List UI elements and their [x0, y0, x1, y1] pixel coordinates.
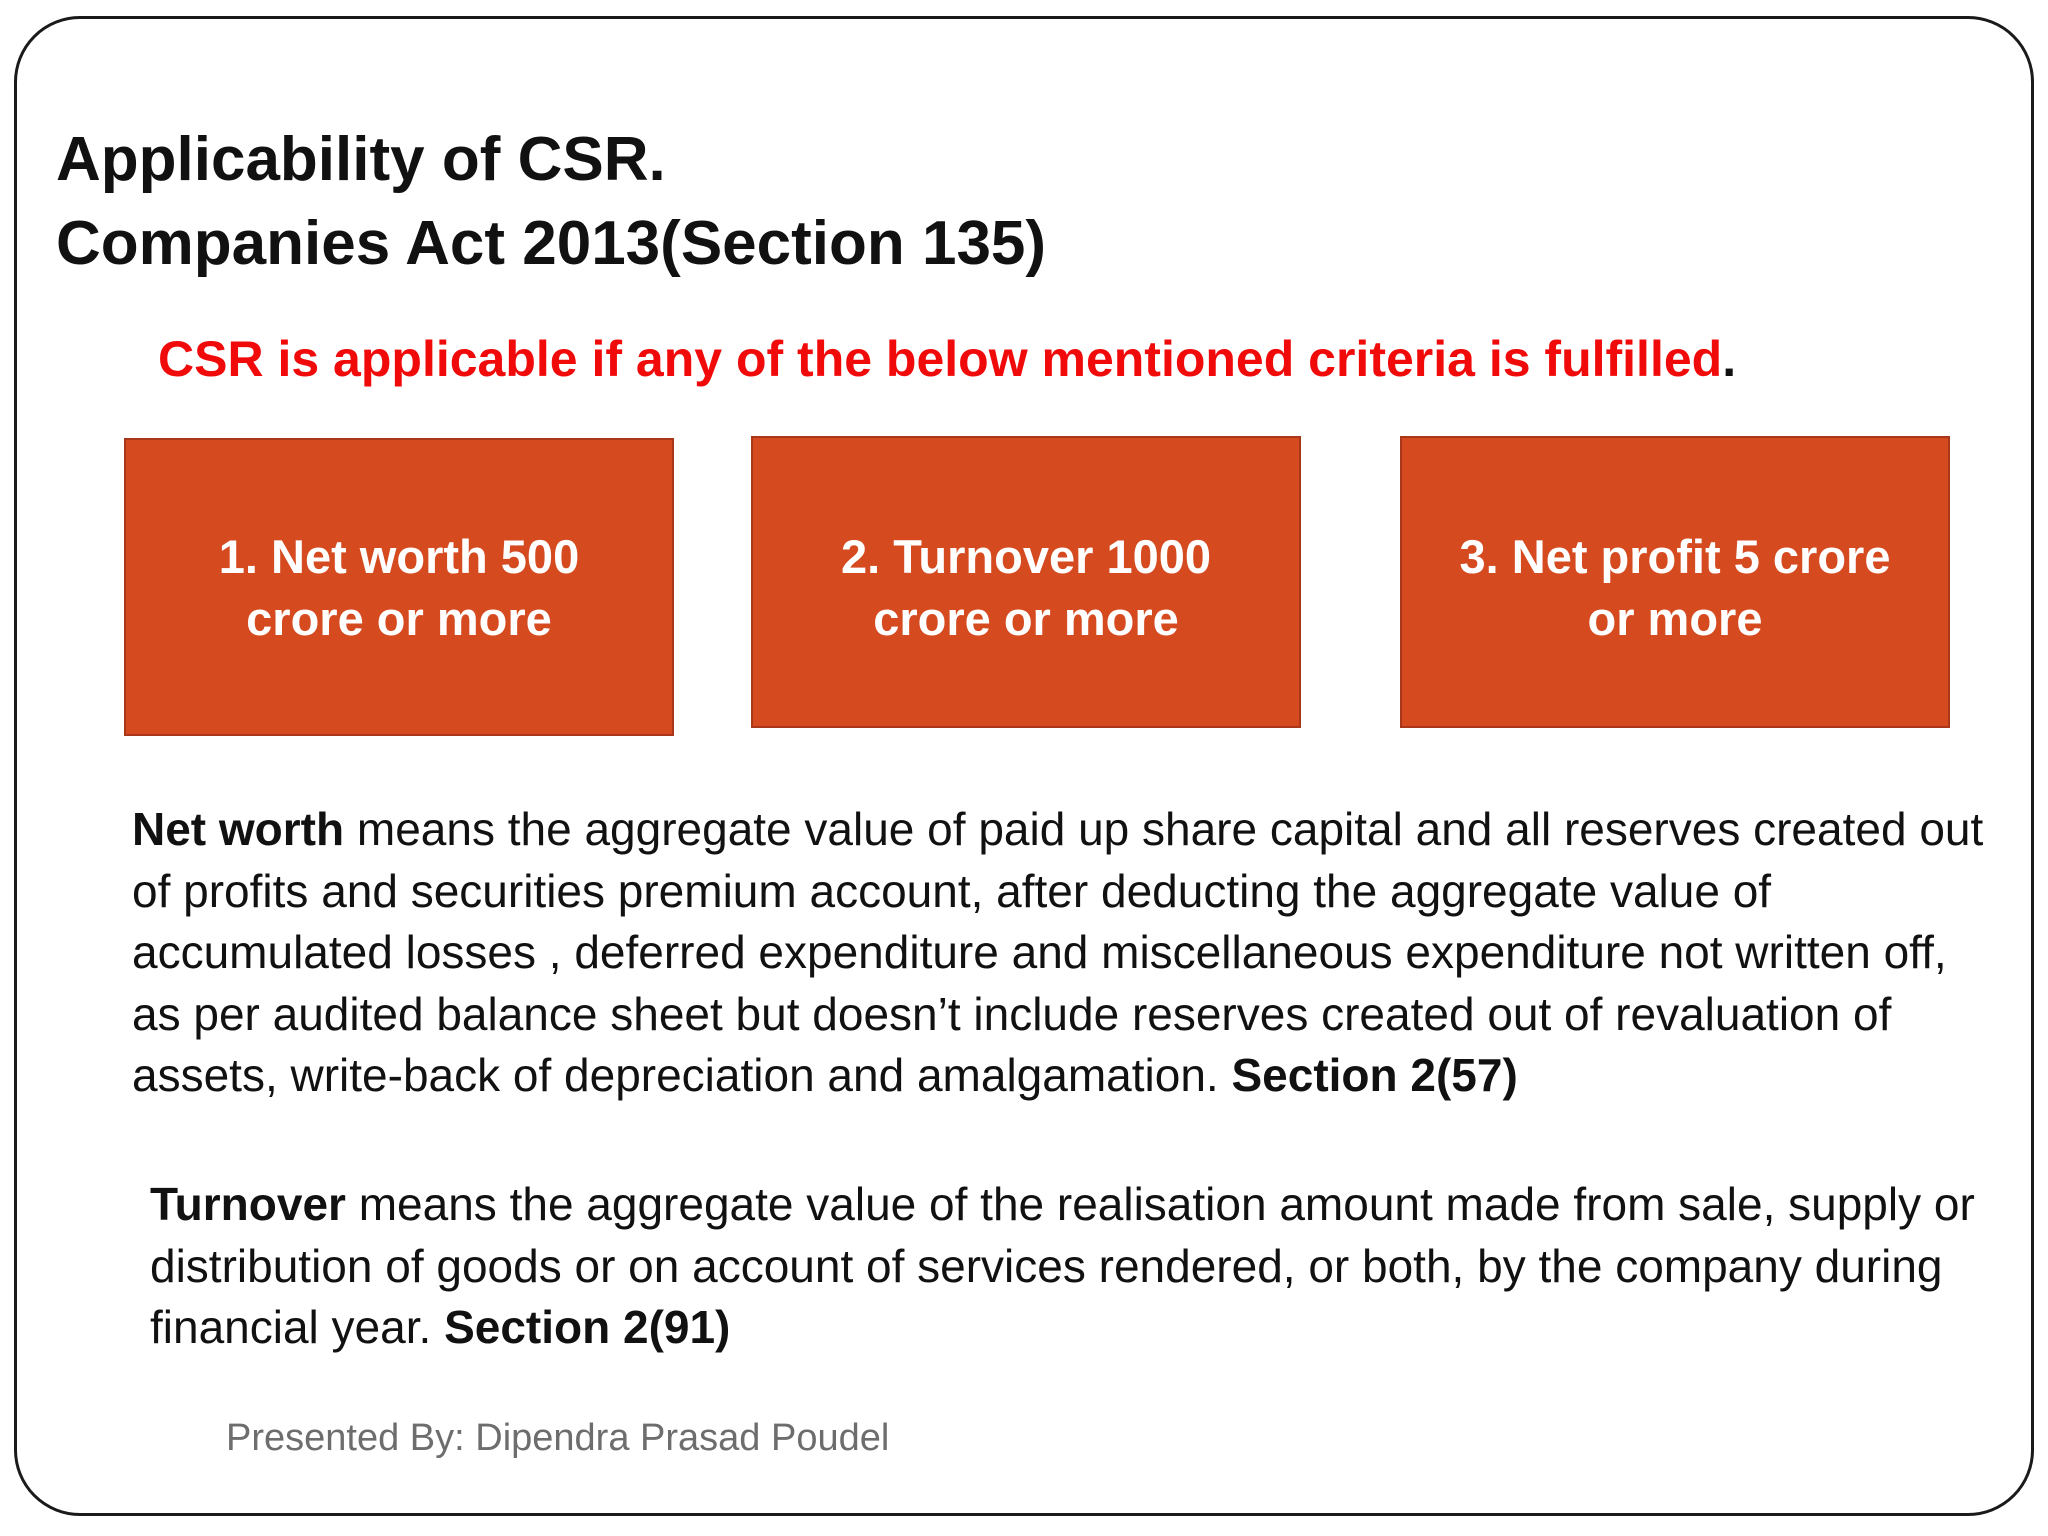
- criteria-box-turnover: [751, 436, 1301, 728]
- criteria-box-net-profit: [1400, 436, 1950, 728]
- definition-term: Net worth: [132, 803, 345, 855]
- definition-body: means the aggregate value of the realisation amount made from sale, supply or distribution of goods or on account of services rendered, or both, by the company during financial year.: [150, 1178, 1975, 1353]
- intro-period: .: [1722, 331, 1737, 387]
- definition-net-worth: [132, 799, 2002, 1107]
- title-line-1: Applicability of CSR.: [56, 125, 666, 194]
- intro-statement: [158, 318, 1858, 400]
- criteria-box-net-worth: [124, 438, 674, 736]
- criteria-label: 2. Turnover 1000 crore or more: [840, 530, 1212, 645]
- title-line-2: Companies Act 2013(Section 135): [56, 209, 1047, 278]
- intro-text: CSR is applicable if any of the below mentioned criteria is fulfilled: [158, 331, 1723, 387]
- definition-body: means the aggregate value of paid up share capital and all reserves created out of profits and securities premium account, after deducting the aggregate value of accumulated losses , deferred expenditure and miscellaneous expenditure not written off, as per audited balance sheet but doesn’t include reserves created out of revaluation of assets, write-back of depreciation and amalgamation.: [132, 803, 1984, 1101]
- criteria-label: 1. Net worth 500 crore or more: [218, 530, 580, 645]
- definition-turnover: [150, 1174, 2000, 1359]
- slide-title: [56, 118, 1046, 286]
- criteria-label: 3. Net profit 5 crore or more: [1459, 530, 1891, 645]
- definition-section: Section 2(91): [444, 1301, 731, 1353]
- presenter-footer: Presented By: Dipendra Prasad Poudel: [226, 1417, 890, 1459]
- definition-term: Turnover: [150, 1178, 346, 1230]
- definition-section: Section 2(57): [1231, 1049, 1518, 1101]
